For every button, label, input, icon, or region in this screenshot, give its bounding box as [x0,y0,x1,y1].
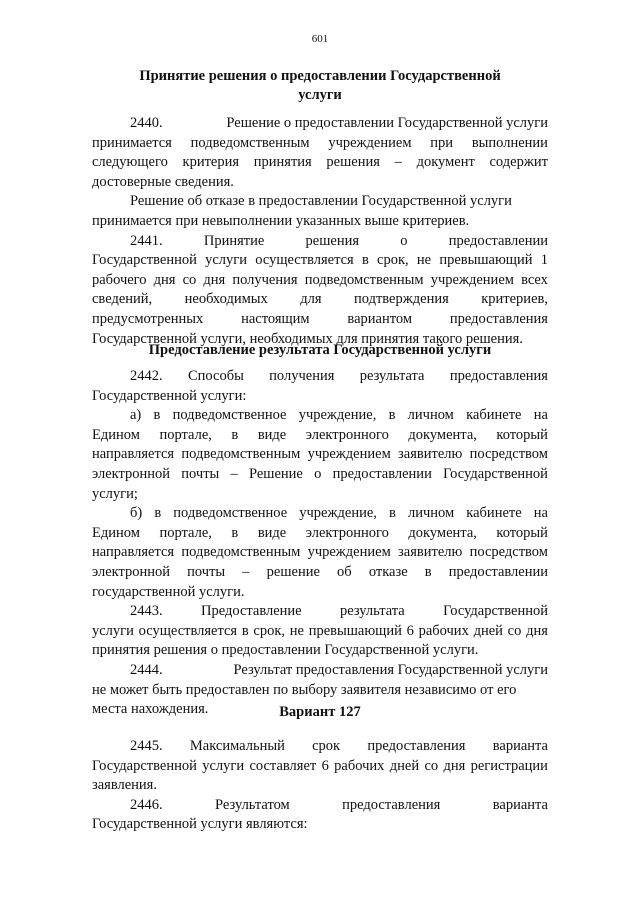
text-word: на [533,407,548,424]
text-word: составляет [249,757,317,774]
section-heading [0,703,640,722]
text-word: принимается [92,134,172,151]
text-word: предоставления [367,738,466,754]
text-line [92,485,548,505]
text-line [92,583,548,603]
text-word: дня [443,757,466,774]
text-line [92,271,548,291]
text-word: подведомственное [172,407,287,424]
heading-line: Принятие решения о предоставлении Государственной [139,68,501,84]
text-word: места нахождения. [92,701,209,718]
text-word: направляется [92,446,175,463]
text-word: решения [305,232,360,249]
text-word: необходимых [184,291,268,308]
text-word: срок [312,738,341,754]
text-word: в [241,622,249,639]
text-word: превышающий [439,252,533,269]
text-word: варианта [492,796,548,813]
text-line [92,134,548,154]
text-word: 2444. [130,661,163,678]
text-word: учреждение, [298,407,377,424]
text-word: документа, [408,524,477,541]
text-word: рабочих [334,757,385,774]
text-word: Государственной [443,465,548,482]
text-word: подведомственным [190,134,310,151]
text-word: достоверные сведения. [92,173,234,190]
text-word: Способы [187,368,244,384]
text-word: – [230,465,238,482]
text-word: предоставления [449,368,548,384]
text-word: учреждением [307,544,391,561]
text-word: результата [359,368,425,384]
text-word: подведомственным [181,446,301,463]
text-word: предоставлении [332,465,432,482]
text-word: регистрации [470,757,548,774]
text-word: Решение об отказе в предоставлении Государственной услуги [130,193,512,210]
section-heading [0,67,640,105]
text-line [92,426,548,446]
text-word: предоставлении [448,232,548,249]
text-word: 2441. [130,232,163,249]
text-word: – [394,154,402,171]
text-word: электронной [92,465,171,482]
text-line [92,504,548,524]
text-word: подведомственным [181,544,301,561]
text-line [92,310,548,330]
text-word: почты [187,563,226,580]
heading-line: Предоставление результата Государственной услуги [148,342,492,358]
text-word: не [416,252,432,269]
text-word: посредством [469,544,548,561]
text-word: решения [326,154,380,171]
text-word: дня [153,271,176,288]
text-word: следующего [92,154,168,171]
text-word: получения [269,368,335,384]
text-word: принятия решения о предоставлении Государственной услуги. [92,642,479,659]
text-word: срок, [377,252,409,269]
text-word: кабинете [466,407,522,424]
text-word: Решение [249,465,303,482]
text-line [92,212,548,232]
text-word: об [337,563,352,580]
text-word: 2443. [130,603,163,620]
text-word: получения [232,271,298,288]
text-word: государственной услуги. [92,583,245,600]
text-line [92,251,548,271]
text-word: критерия [182,154,240,171]
page-number: 601 [311,33,329,45]
text-word: электронного [305,426,389,443]
text-word: не может быть предоставлен по выбору заявителя независимо от его [92,681,517,698]
text-line [92,445,548,465]
text-word: при [430,134,454,151]
text-word: в [361,252,369,269]
text-word: Государственной [443,603,548,620]
text-line [92,563,548,583]
text-word: Государственной услуги являются: [92,816,308,833]
text-word: Максимальный [189,738,285,754]
text-word: учреждением [430,271,514,288]
text-word: Едином [92,426,140,443]
text-line [92,153,548,173]
section-body [92,367,548,720]
text-word: рабочего [92,271,147,288]
text-word: Государственной услуги: [92,387,247,404]
text-word: подтверждения [353,291,449,308]
text-word: в [231,524,239,541]
text-word: дня [203,271,226,288]
text-word: документ [416,154,475,171]
text-word: в [153,407,161,424]
text-line [92,406,548,426]
heading-line: услуги [298,87,342,103]
text-word: осуществляется [138,622,238,639]
text-word: заявителю [398,446,463,463]
text-word: учреждением [328,134,412,151]
text-word: рабочих [418,622,469,639]
text-word: сведений, [92,291,153,308]
text-word: отказе [368,563,408,580]
text-word: всех [521,271,548,288]
text-word: 6 [321,757,329,774]
text-word: личном [407,407,454,424]
text-word: Результатом [215,796,290,813]
text-line [92,465,548,485]
text-word: виде [257,524,287,541]
text-word: критериев, [481,291,548,308]
text-word: в [389,505,396,522]
text-word: варианта [492,738,548,754]
text-word: результата [340,603,405,620]
text-word: в [424,563,432,580]
text-word: кабинете [466,505,522,522]
text-line [92,114,548,134]
text-line [92,776,548,796]
text-line [92,543,548,563]
text-word: на [533,505,548,522]
text-word: 6 [406,622,414,639]
text-word: не [289,622,304,639]
text-word: 2446. [130,796,163,813]
text-word: услуги [92,622,134,639]
text-word: решение [266,563,320,580]
text-word: заявления. [92,777,157,794]
text-word: превышающий [308,622,402,639]
text-line [92,524,548,544]
text-word: – [242,563,250,580]
text-word: услуги [202,757,245,774]
text-word: принятия [253,154,312,171]
text-word: а) [130,407,142,424]
text-word: выполнении [471,134,548,151]
text-word: в [231,426,239,443]
text-line [92,367,548,387]
text-word: подведомственное [173,505,288,522]
text-word: Предоставление [201,603,302,620]
section-body [92,114,548,349]
text-word: Государственной [92,757,197,774]
text-word: 2442. [130,368,163,384]
text-word: о [400,232,408,249]
text-word: подведомственным [304,271,424,288]
text-word: срок, [253,622,286,639]
text-word: почты [181,465,220,482]
text-word: документа, [408,426,477,443]
text-line [92,681,548,701]
text-word: услуги; [92,485,138,502]
text-word: предоставления [449,310,548,327]
text-word: предоставлении [448,563,548,580]
text-word: 2445. [130,738,163,754]
text-line [92,737,548,757]
text-word: для [300,291,322,308]
text-word: осуществляется [255,252,354,269]
text-word: направляется [92,544,175,561]
text-word: портале, [159,426,212,443]
text-word: учреждение, [299,505,377,522]
text-word: о [314,465,322,482]
text-word: услуги [205,252,247,269]
text-line [92,602,548,622]
text-word: дня [526,622,548,639]
text-word: вариантом [347,310,413,327]
text-line [92,796,548,816]
text-word: со [507,622,522,639]
text-word: портале, [159,524,212,541]
text-word: Результат предоставления Государственной услуги [233,661,548,678]
text-word: дней [389,757,420,774]
text-word: Принятие [203,232,265,249]
text-word: содержит [489,154,548,171]
text-word: виде [257,426,287,443]
text-line [92,290,548,310]
text-word: принимается при невыполнении указанных выше критериев. [92,212,470,229]
text-line [92,232,548,252]
text-word: электронного [305,524,389,541]
text-word: электронной [92,563,171,580]
text-word: посредством [469,446,548,463]
text-word: 1 [540,252,548,269]
text-word: в [388,407,396,424]
text-word: настоящим [241,310,310,327]
text-line [92,387,548,407]
text-word: в [154,505,162,522]
text-word: со [182,271,197,288]
text-line [92,815,548,835]
text-word: который [496,524,548,541]
text-word: б) [130,505,143,522]
text-line [92,173,548,193]
section-heading [0,341,640,360]
section-body [92,737,548,835]
text-word: Государственной услуги, необходимых для принятия такого решения. [92,330,523,347]
text-line [92,622,548,642]
text-line [92,661,548,681]
text-word: 2440. [130,115,163,131]
text-word: учреждением [307,446,391,463]
text-line [92,192,548,212]
text-word: Решение о предоставлении Государственной услуги [226,115,548,131]
text-word: предусмотренных [92,310,204,327]
text-word: заявителю [398,544,463,561]
text-word: Государственной [92,252,197,269]
text-line [92,641,548,661]
text-word: личном [407,505,455,522]
text-word: который [496,426,548,443]
text-word: дней [473,622,503,639]
text-word: со [424,757,439,774]
text-line [92,757,548,777]
text-word: предоставления [342,796,441,813]
heading-line: Вариант 127 [279,704,361,720]
text-word: Едином [92,524,140,541]
